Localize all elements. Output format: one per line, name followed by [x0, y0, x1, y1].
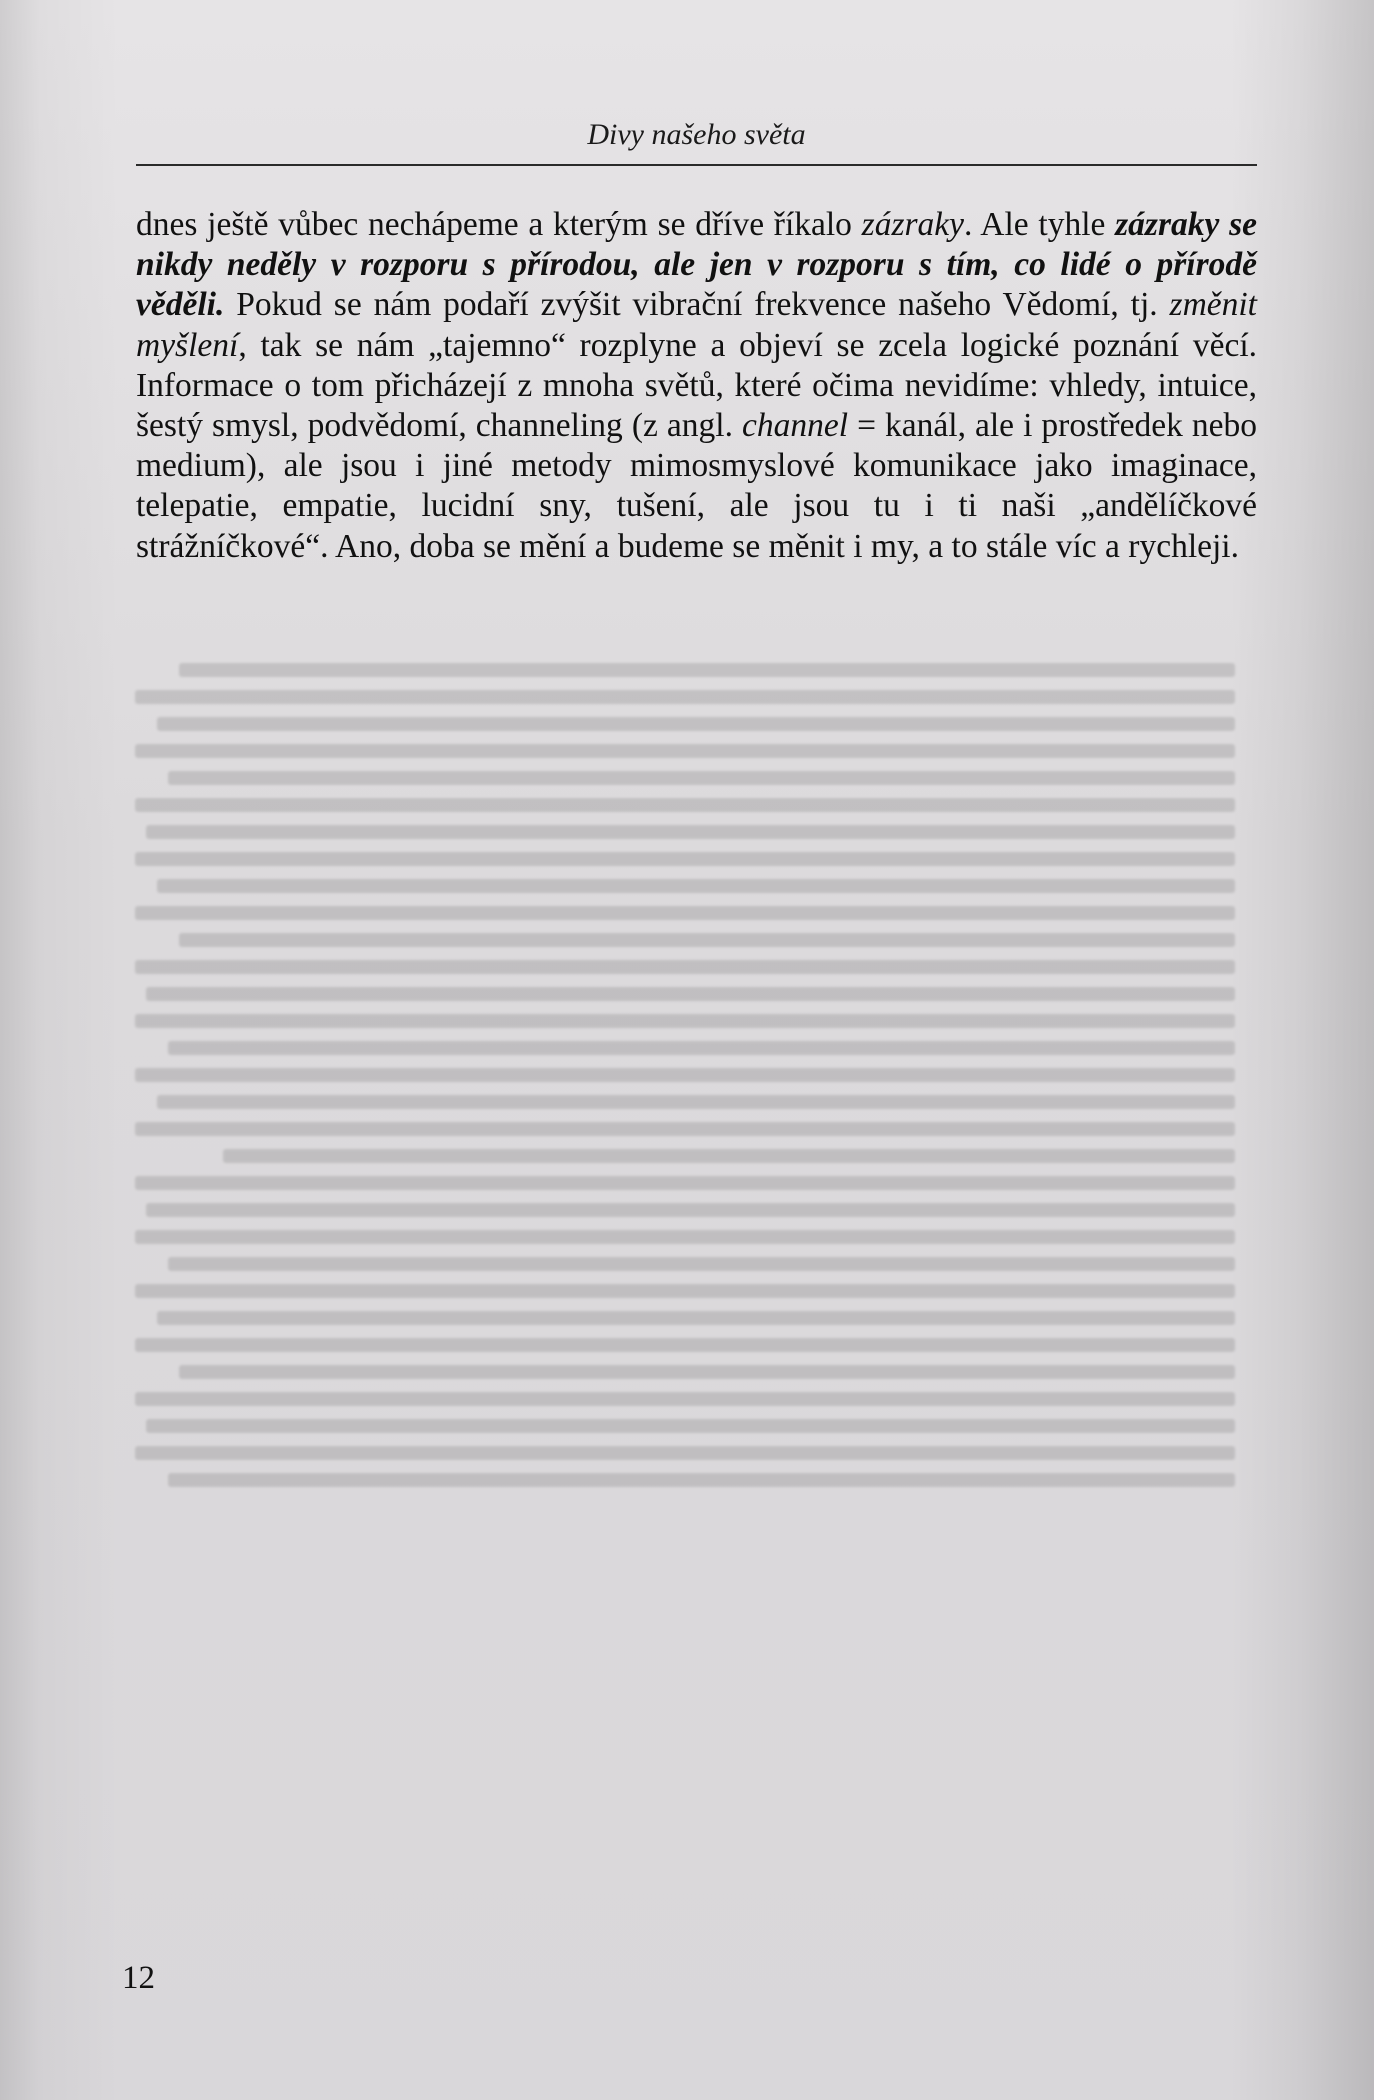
bold-italic-text: zázraky se nikdy neděly v rozporu s přírodou, ale jen v rozporu s tím, co lidé o přírodě věděli.: [136, 206, 1257, 324]
body-paragraph: [136, 205, 1257, 567]
italic-run: změnit myšlení: [136, 286, 1257, 364]
italic-run: channel: [742, 407, 849, 445]
text-run: dnes ještě vůbec nechápeme a kterým se dříve říkalo: [136, 206, 862, 243]
text-run: = kanál, ale i prostředek nebo medium), ale jsou i jiné metody mimosmyslové komunikace jako imaginace, telepatie, empatie, lucidní sny, tušení, ale jsou tu i ti naši „andělíčkové strážníčkové“. Ano, doba se mění a budeme se měnit i my, a to stále víc a rychleji.: [136, 407, 1257, 565]
text-run: Pokud se nám podaří zvýšit vibrační frekvence našeho Vědomí, tj.: [224, 286, 1170, 324]
italic-run: zázraky: [861, 206, 965, 243]
running-header: Divy našeho světa: [587, 118, 806, 151]
bleed-through-texture: [135, 650, 1235, 1930]
header-rule: [136, 164, 1257, 166]
text-run: , tak se nám „tajemno“ rozplyne a objeví se zcela logické poznání věcí. Informace o tom přicházejí z mnoha světů, které očima nevidíme: vhledy, intuice, šestý smysl, podvědomí, channeling (z angl.: [136, 326, 1257, 445]
page-number: 12: [122, 1960, 155, 1996]
text-run: . Ale tyhle: [964, 206, 1116, 243]
